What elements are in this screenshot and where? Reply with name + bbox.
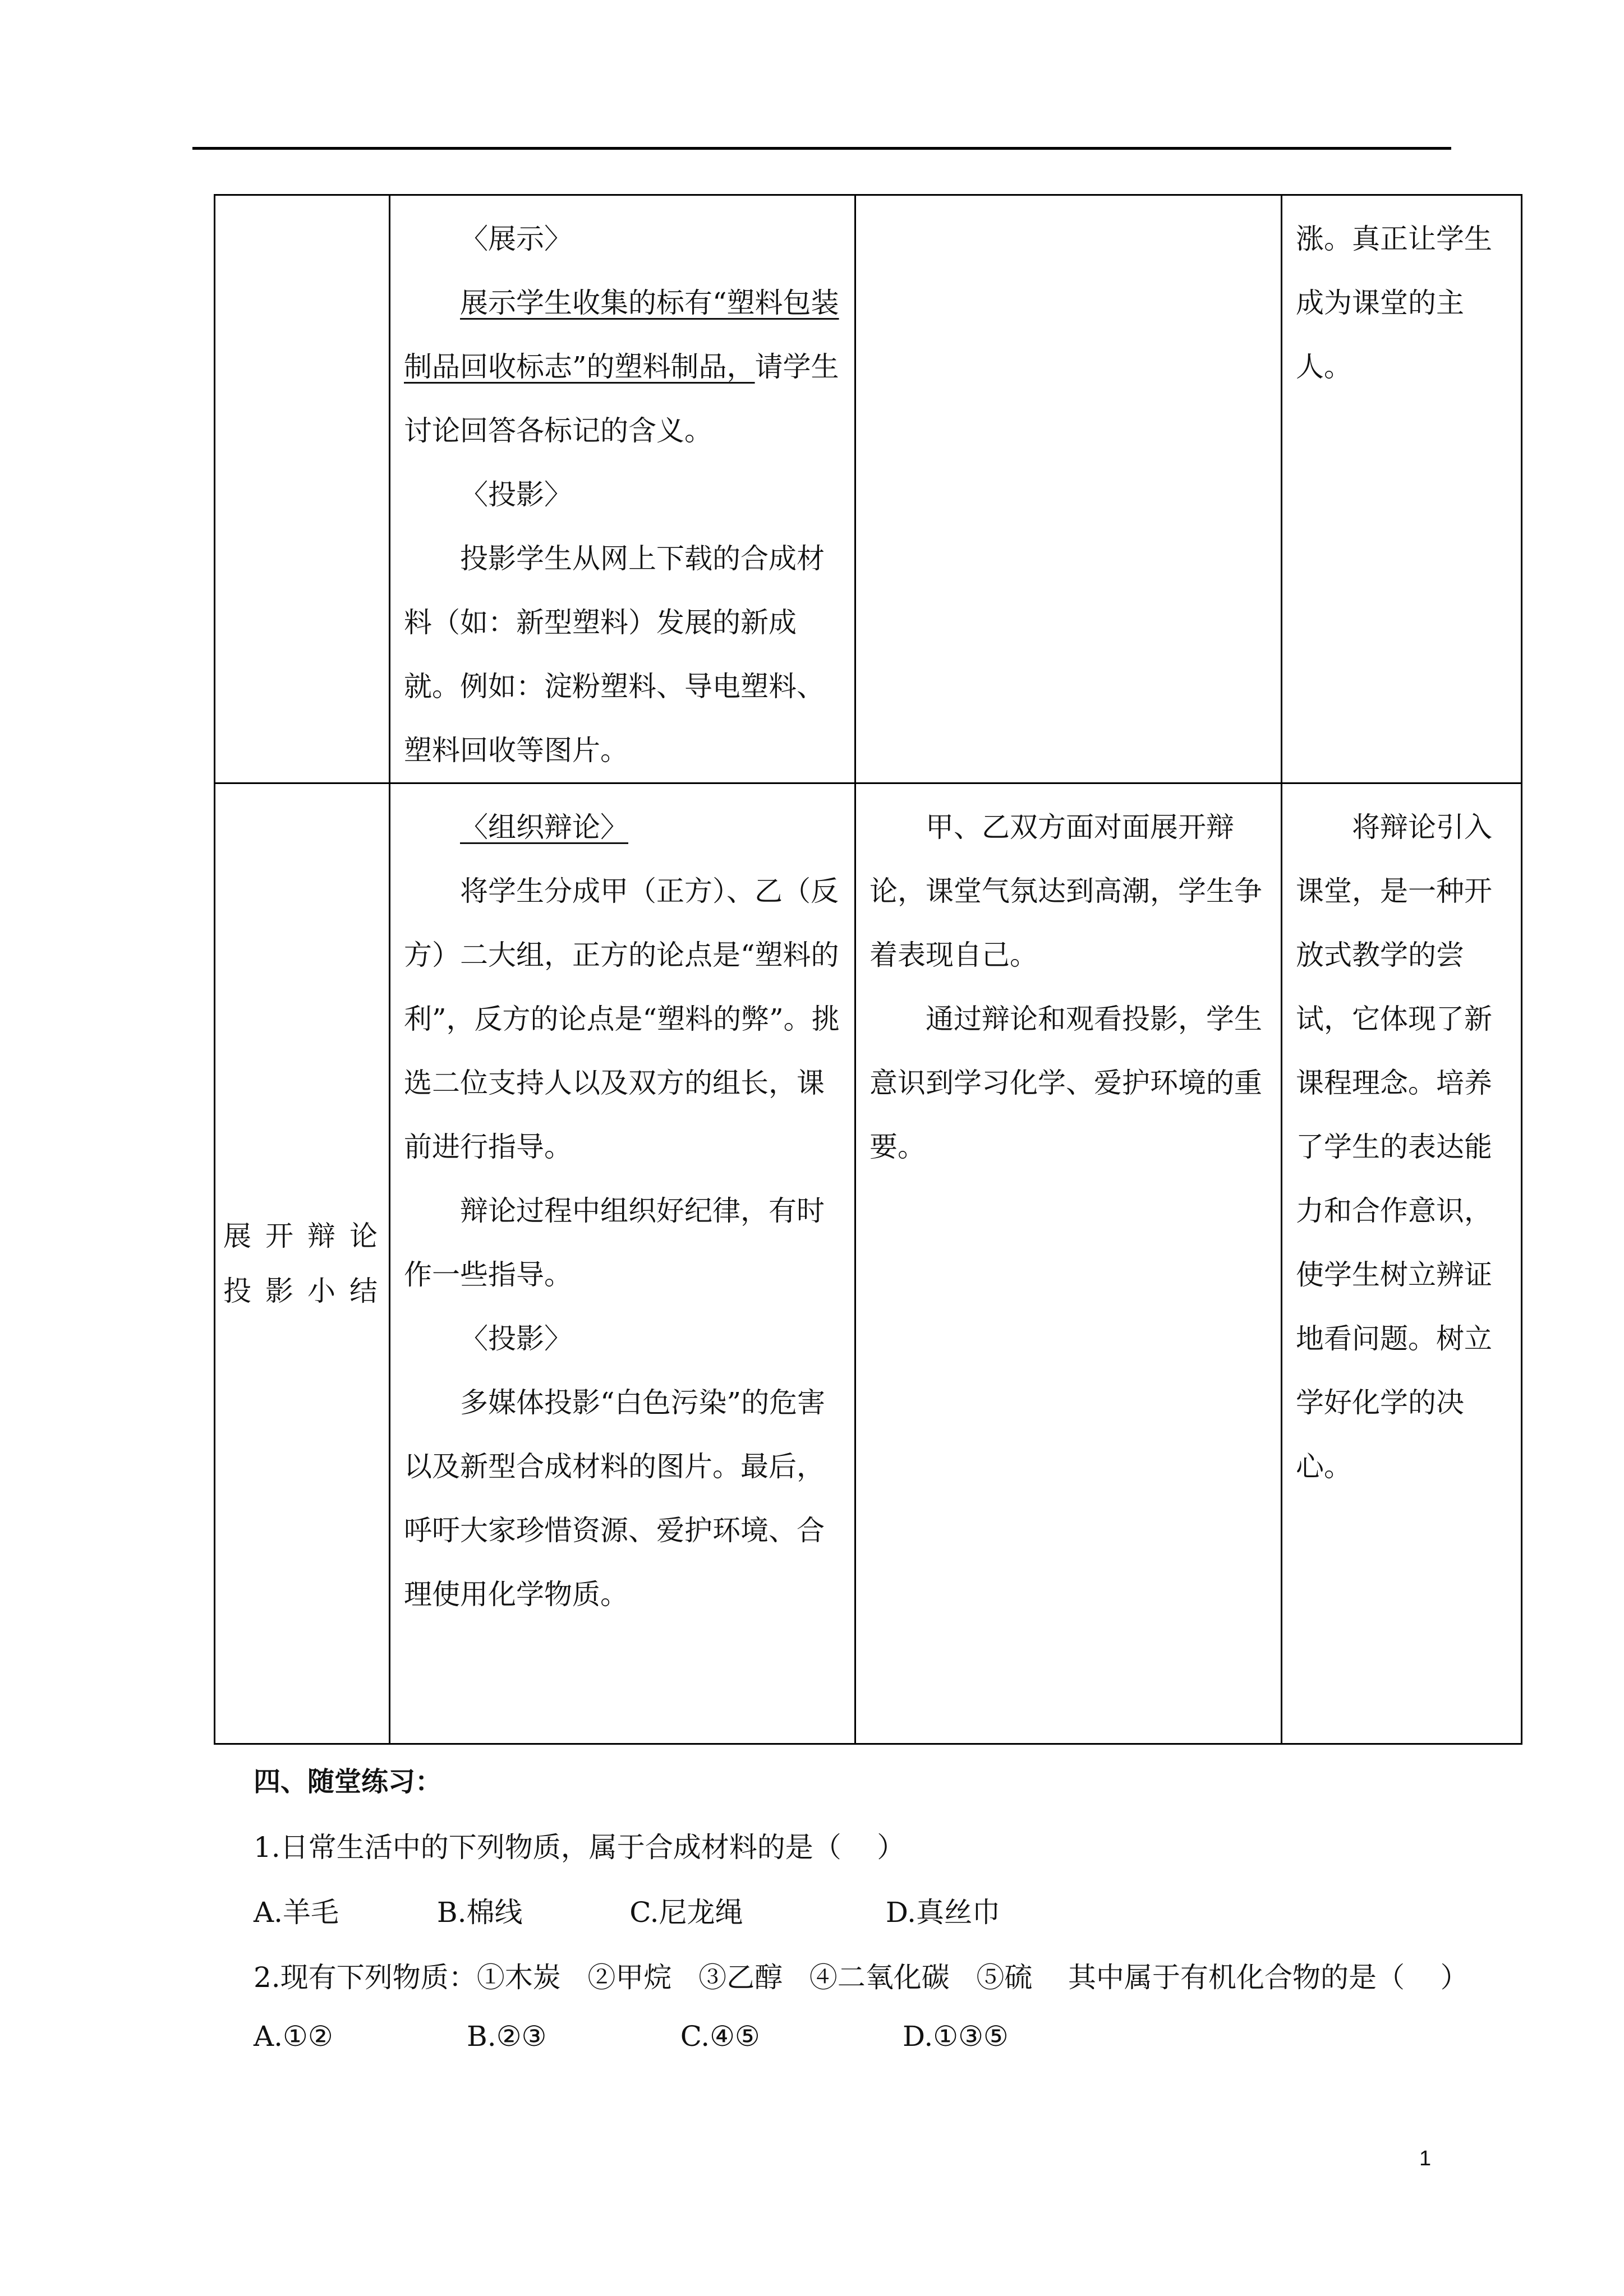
header-rule [192,147,1451,150]
underlined-label: 〈组织辩论〉 [460,811,628,843]
question-1-options: A.羊毛 B.棉线 C.尼龙绳 D.真丝巾 [254,1896,1001,1929]
stage-label-2: 投影小结 [223,1275,381,1307]
question-2-options: A.①② B.②③ C.④⑤ D.①③⑤ [254,2020,1009,2053]
label-projection: 〈投影〉 [460,478,572,511]
stage-label-1: 展开辩论 [223,1220,381,1252]
paragraph-cont: 请学生讨论回答各标记的含义。 [404,351,839,447]
paragraph: 甲、乙双方面对面展开辩论，课堂气氛达到高潮，学生争着表现自己。 [869,811,1262,971]
paragraph: 将辩论引入课堂，是一种开放式教学的尝试，它体现了新课程理念。培养了学生的表达能力和合作意识，使学生树立辨证地看问题。树立学好化学的决心。 [1296,811,1492,1483]
exercise-title: 四、随堂练习： [254,1766,443,1797]
table-row [215,195,1522,783]
underlined-text: 展示学生收集的标有“塑料包装制品回收标志”的塑料制品， [404,287,839,383]
design-intent-cell [1282,783,1522,1744]
lesson-plan-table [214,194,1522,1745]
stage-cell [215,195,390,783]
table-row [215,783,1522,1744]
paragraph: 通过辩论和观看投影，学生意识到学习化学、爱护环境的重要。 [869,1003,1262,1163]
student-activity-cell [855,783,1282,1744]
label-debate [404,795,841,859]
teacher-activity-cell [390,783,855,1744]
teacher-activity-cell [390,195,855,783]
paragraph: 涨。真正让学生成为课堂的主人。 [1296,223,1492,383]
question-2: 2.现有下列物质：①木炭 ②甲烷 ③乙醇 ④二氧化碳 ⑤硫 其中属于有机化合物的是（ ） [254,1961,1469,1994]
student-activity-cell [855,195,1282,783]
paragraph: 投影学生从网上下载的合成材料（如：新型塑料）发展的新成就。例如：淀粉塑料、导电塑料、塑料回收等图片。 [404,542,825,767]
label-projection: 〈投影〉 [460,1322,572,1355]
stage-cell [215,783,390,1744]
paragraph: 辩论过程中组织好纪律，有时作一些指导。 [404,1195,825,1291]
paragraph: 将学生分成甲（正方）、乙（反方）二大组，正方的论点是“塑料的利”，反方的论点是“塑料的弊”。挑选二位支持人以及双方的组长，课前进行指导。 [404,875,840,1163]
question-1: 1.日常生活中的下列物质，属于合成材料的是（ ） [254,1831,905,1864]
label-display: 〈展示〉 [460,223,572,255]
page-number: 1 [1419,2147,1432,2170]
paragraph [404,271,841,463]
design-intent-cell [1282,195,1522,783]
paragraph: 多媒体投影“白色污染”的危害以及新型合成材料的图片。最后，呼吁大家珍惜资源、爱护环境、合理使用化学物质。 [404,1386,826,1611]
